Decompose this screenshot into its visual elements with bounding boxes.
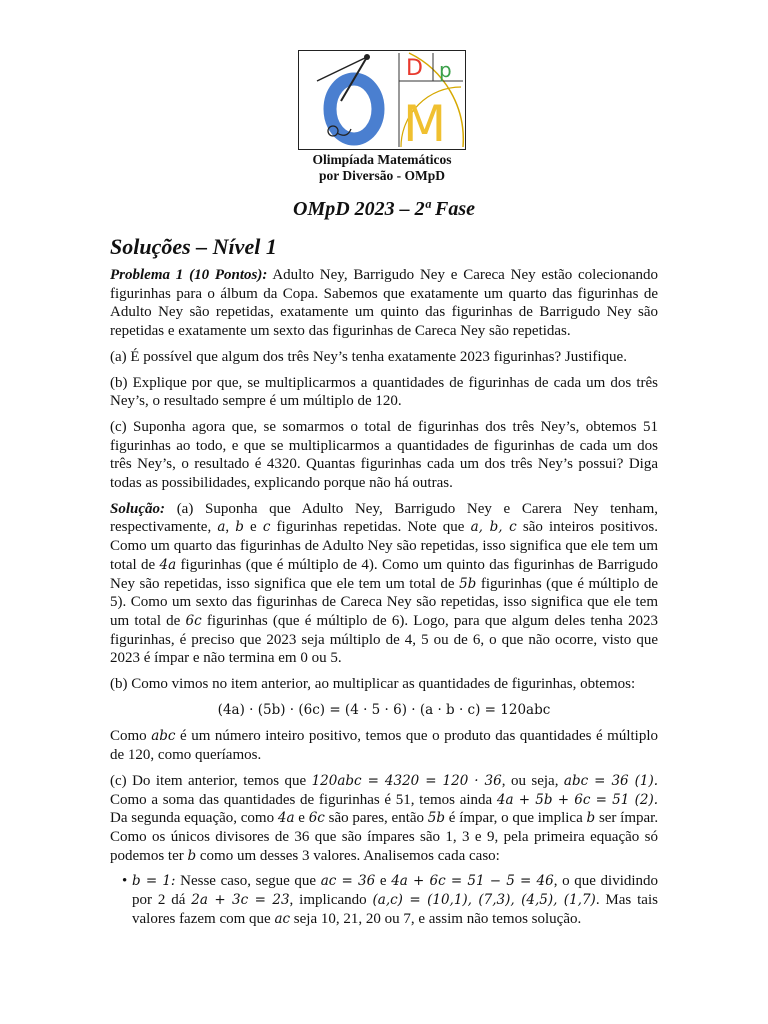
math-var: b xyxy=(187,847,197,864)
solution-c xyxy=(110,772,658,866)
page-title: OMpD 2023 – 2ª Fase xyxy=(293,198,475,220)
math-expr: 120abc = 4320 = 120 · 36 xyxy=(311,772,502,789)
math-expr: ac = 36 xyxy=(320,873,376,890)
text-run: e xyxy=(250,519,257,536)
text-run: Como xyxy=(110,728,147,745)
logo-frame xyxy=(298,50,466,150)
equation-product: (4a) · (5b) · (6c) = (4 · 5 · 6) · (a · b · c) = 120abc xyxy=(217,701,551,718)
text-run: Como a soma das quantidades de figurinhas é 51, temos ainda xyxy=(110,791,493,808)
text-run: Da segunda equação, como xyxy=(110,810,275,827)
math-var: b xyxy=(235,519,244,536)
math-expr: a, b, c xyxy=(470,519,517,536)
problem-part-b: (b) Explique por que, se multiplicarmos a quantidades de figurinhas de cada um dos três Ney’s, o resultado sempre é um múltiplo de 120. xyxy=(110,374,658,410)
problem-heading: Problema 1 (10 Pontos): xyxy=(110,267,268,283)
o-letter xyxy=(330,79,378,139)
text-run: (a) Suponha que Adulto Ney, Barrigudo Ney e Carera Ney tenham, respectivamente, xyxy=(110,500,659,536)
logo-caption-line2: por Diversão - OMpD xyxy=(318,168,446,183)
problem-intro: Adulto Ney, Barrigudo Ney e Careca Ney estão colecionando figurinhas para o álbum da Copa. Sabemos que exatamente um quarto das figurinhas de Adulto Ney são repetidas, exatamente um quinto das figurinhas de Barrigudo Ney são repetidas e exatamente um sexto das figurinhas de Careca Ney são repetidas. xyxy=(110,267,658,340)
problem-part-a: (a) É possível que algum dos três Ney’s tenha exatamente 2023 figurinhas? Justifique. xyxy=(110,348,627,365)
ompd-logo xyxy=(298,50,466,186)
text-run: ser ímpar. Como os únicos divisores de 36 que são ímpares são 1, 3 e 9, pela primeira equação só podemos ter xyxy=(110,810,659,864)
math-expr: b = 1: xyxy=(132,873,176,890)
math-expr: 6c xyxy=(308,810,325,827)
list-item xyxy=(110,872,658,928)
math-expr: abc = 36 (1). xyxy=(563,772,659,789)
compass-hinge xyxy=(364,54,370,60)
problem-part-c: (c) Suponha agora que, se somarmos o total de figurinhas dos três Ney’s, obtemos 51 figurinhas ao todo, e que se multiplicarmos a quantidades de figurinhas de cada um dos três Ney’s, o resultado é 4320. Quantas figurinhas cada um dos três Ney’s possui? Diga todas as possibilidades, explicando porque não há outras. xyxy=(110,418,658,492)
text-run: seja 10, 21, 20 ou 7, e assim não temos solução. xyxy=(293,910,582,927)
solution-a xyxy=(110,500,658,668)
section-title: Soluções – Nível 1 xyxy=(110,234,277,259)
logo-caption xyxy=(298,152,466,184)
text-run: e xyxy=(379,873,387,890)
solution-b-conclusion xyxy=(110,727,658,764)
math-var: b xyxy=(586,810,596,827)
text-run: figurinhas (que é múltiplo de 4). Como um quinto das figurinhas de Barrigudo Ney são repetidas, isso significa que ele tem um total de xyxy=(110,556,659,592)
text-run: , implicando xyxy=(289,892,367,909)
text-run: são inteiros positivos. Como um quarto das figurinhas de Adulto Ney são repetidas, isso significa que ele tem um total de xyxy=(110,519,659,573)
math-expr: 5b xyxy=(459,575,477,592)
solution-b: (b) Como vimos no item anterior, ao multiplicar as quantidades de figurinhas, obtemos: xyxy=(110,676,636,693)
math-expr: 4a xyxy=(159,556,177,573)
text-run: (c) Do item anterior, temos que xyxy=(110,772,307,789)
math-expr: ac xyxy=(274,910,291,927)
math-expr: (a,c) = (10,1), (7,3), (4,5), (1,7) xyxy=(372,892,596,909)
text-run: são pares, então xyxy=(328,810,425,827)
math-expr: 4a + 6c = 51 − 5 = 46 xyxy=(391,873,554,890)
text-run: como um desses 3 valores. Analisemos cada caso: xyxy=(199,847,500,864)
text-run: , o que dividindo por 2 dá xyxy=(132,873,659,909)
solution-heading: Solução: xyxy=(110,500,166,517)
bullet-icon: • xyxy=(122,873,128,890)
text-run: . Mas tais valores fazem com que xyxy=(132,892,658,927)
logo-d: D xyxy=(406,56,423,81)
math-expr: abc xyxy=(151,728,176,745)
math-expr: 4a + 5b + 6c = 51 (2). xyxy=(496,791,658,808)
text-run: é um número inteiro positivo, temos que o produto das quantidades é múltiplo de 120, como queríamos. xyxy=(110,728,659,764)
logo-p: p xyxy=(439,58,452,82)
text-run: figurinhas repetidas. Note que xyxy=(276,519,465,536)
text-run: , xyxy=(225,519,230,536)
math-expr: 4a xyxy=(277,810,295,827)
math-var: c xyxy=(262,519,271,536)
text-run: , ou seja, xyxy=(501,772,559,789)
math-var: a xyxy=(217,519,226,536)
text-run: é ímpar, o que implica xyxy=(448,810,583,827)
math-expr: 2a + 3c = 23 xyxy=(191,892,290,909)
text-run: Nesse caso, segue que xyxy=(180,873,317,890)
text-run: figurinhas (que é múltiplo de 5). Como um sexto das figurinhas de Careca Ney são repetidas, isso significa que ele tem um total de xyxy=(110,575,659,629)
body-text xyxy=(110,266,658,936)
text-run: e xyxy=(298,810,305,827)
logo-m: M xyxy=(403,95,447,149)
logo-caption-line1: Olimpíada Matemáticos xyxy=(312,152,452,167)
text-run: figurinhas (que é múltiplo de 6). Logo, para que algum deles tenha 2023 figurinhas, é preciso que 2023 seja múltiplo de 4, 5 ou de 6, o que não ocorre, visto que 2023 é ímpar e não termina em 0 ou 5. xyxy=(110,612,659,667)
problem-statement xyxy=(110,266,658,341)
math-expr: 6c xyxy=(185,612,202,629)
math-expr: 5b xyxy=(427,810,446,827)
logo-graphic xyxy=(299,51,465,149)
